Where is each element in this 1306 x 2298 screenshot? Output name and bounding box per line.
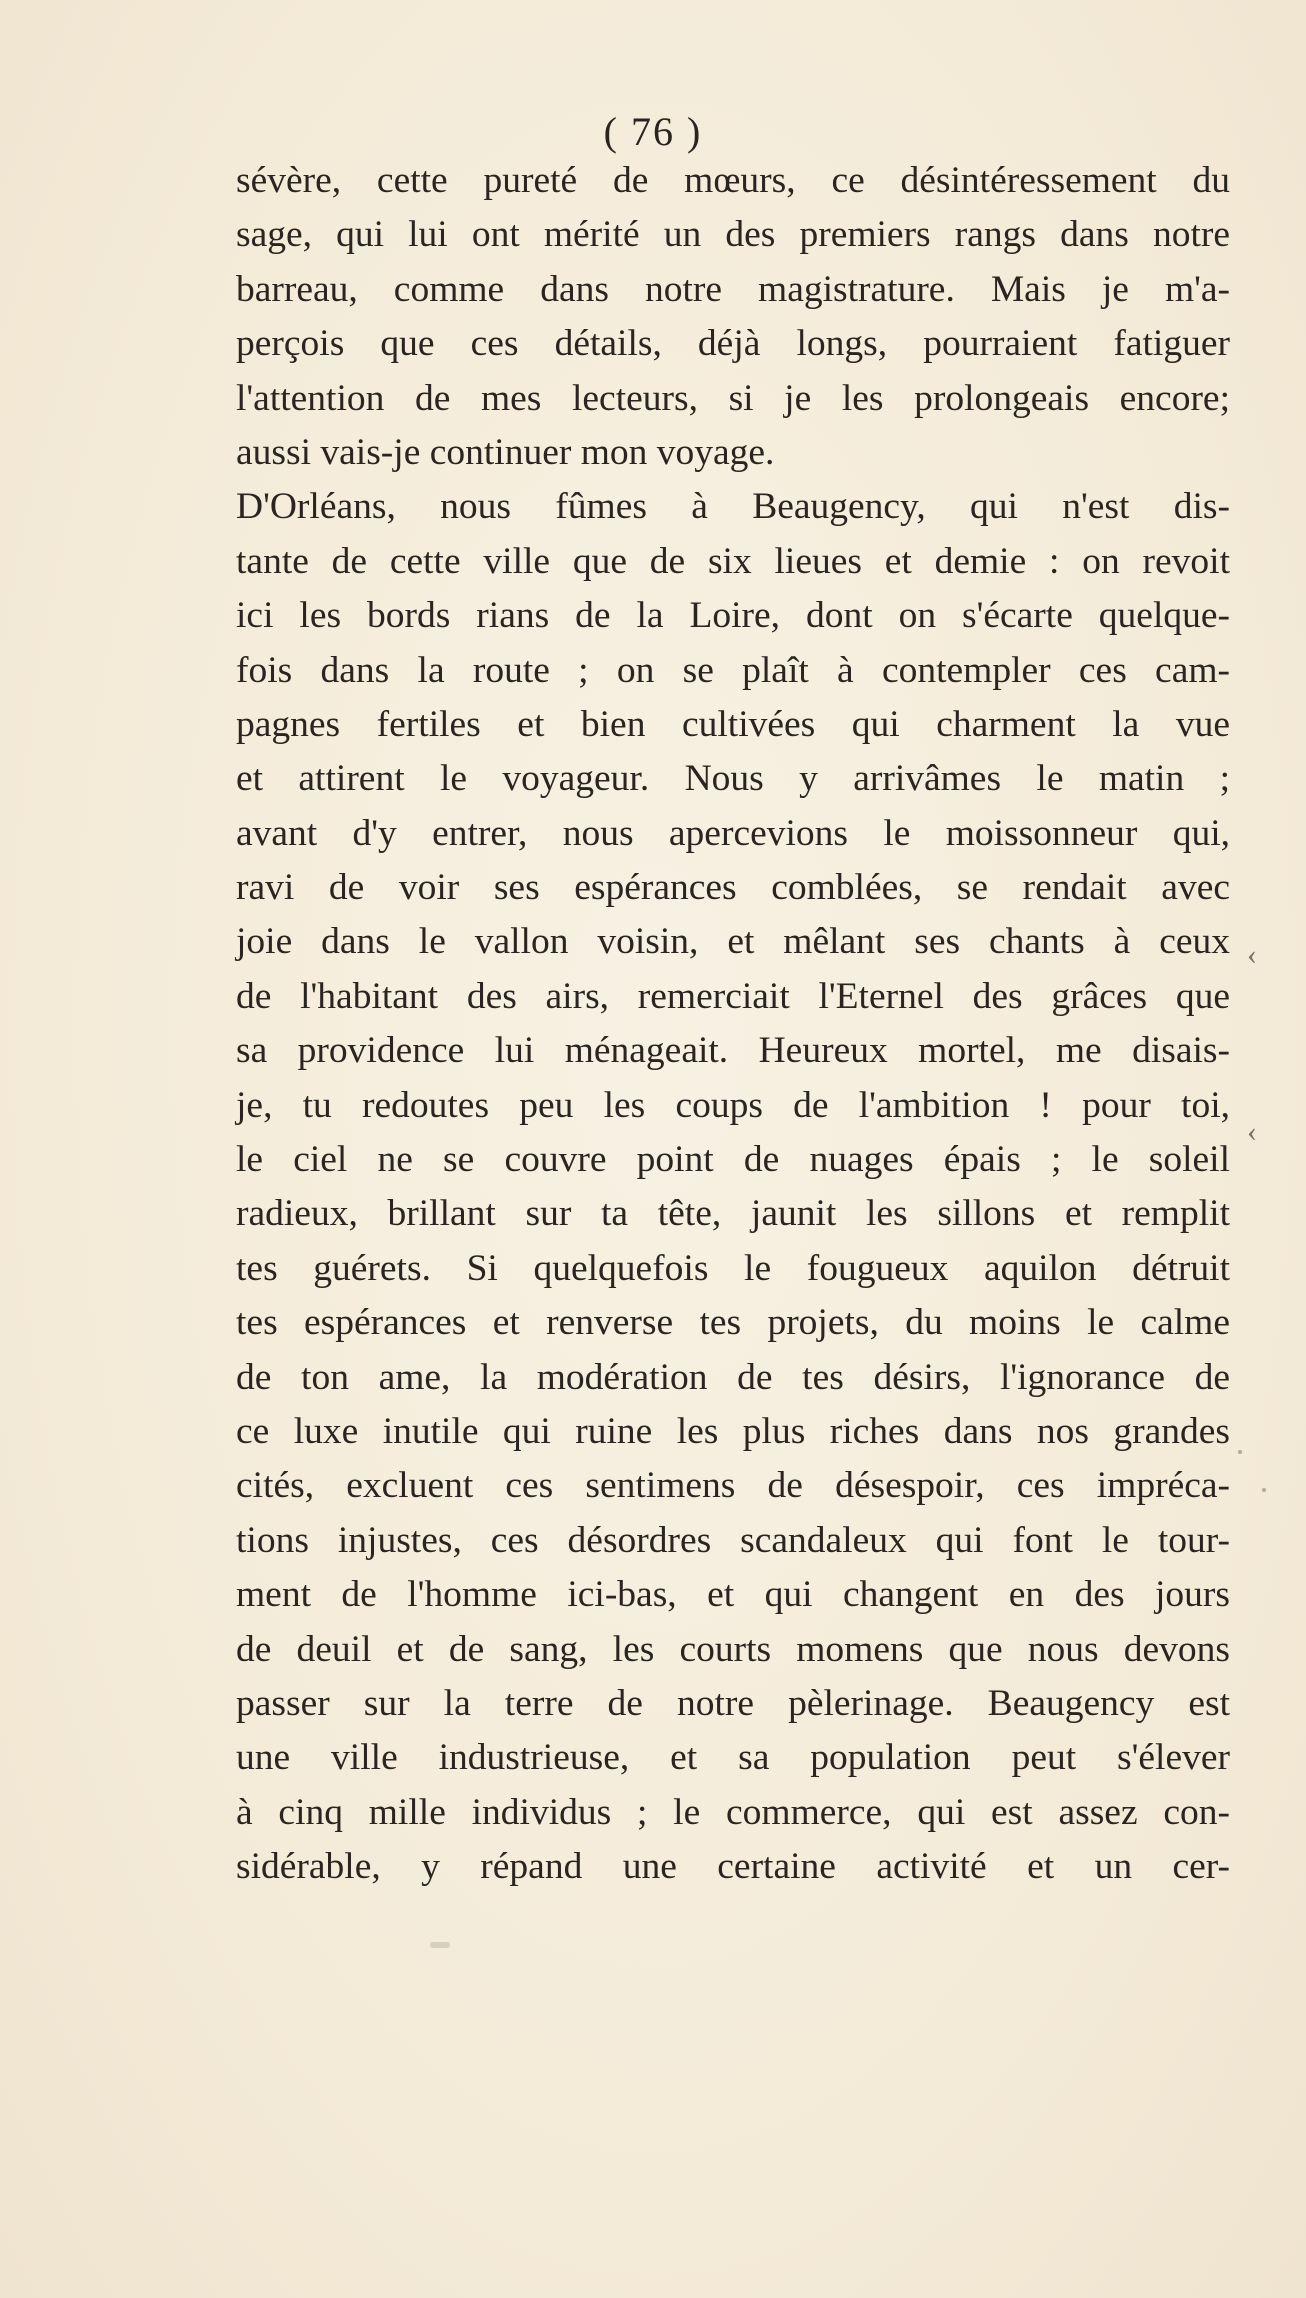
ink-speck bbox=[1238, 1450, 1242, 1454]
text-line: je, tu redoutes peu les coups de l'ambition ! pour toi, bbox=[236, 1084, 1230, 1126]
text-line: à cinq mille individus ; le commerce, qui est assez con- bbox=[236, 1791, 1230, 1833]
text-line: joie dans le vallon voisin, et mêlant ses chants à ceux bbox=[236, 921, 1230, 963]
text-line: avant d'y entrer, nous apercevions le moissonneur qui, bbox=[236, 812, 1230, 854]
text-line: barreau, comme dans notre magistrature. Mais je m'a- bbox=[236, 268, 1230, 310]
page-number: ( 76 ) bbox=[603, 109, 703, 154]
text-line: tante de cette ville que de six lieues et demie : on revoit bbox=[236, 540, 1230, 582]
text-line: tes guérets. Si quelquefois le fougueux aquilon détruit bbox=[236, 1247, 1230, 1289]
text-line: D'Orléans, nous fûmes à Beaugency, qui n'est dis- bbox=[236, 486, 1230, 528]
text-line: fois dans la route ; on se plaît à contempler ces cam- bbox=[236, 649, 1230, 691]
text-line: de ton ame, la modération de tes désirs, l'ignorance de bbox=[236, 1356, 1230, 1398]
text-line: sage, qui lui ont mérité un des premiers rangs dans notre bbox=[236, 214, 1230, 256]
text-line: radieux, brillant sur ta tête, jaunit les sillons et remplit bbox=[236, 1193, 1230, 1235]
text-line: perçois que ces détails, déjà longs, pourraient fatiguer bbox=[236, 323, 1230, 365]
text-line: l'attention de mes lecteurs, si je les prolongeais encore; bbox=[236, 377, 1230, 419]
text-line: tes espérances et renverse tes projets, du moins le calme bbox=[236, 1302, 1230, 1344]
text-line: ce luxe inutile qui ruine les plus riches dans nos grandes bbox=[236, 1410, 1230, 1452]
text-line: ment de l'homme ici-bas, et qui changent en des jours bbox=[236, 1574, 1230, 1616]
margin-mark: ‹ bbox=[1247, 938, 1257, 971]
text-line: et attirent le voyageur. Nous y arrivâmes le matin ; bbox=[236, 758, 1230, 800]
ink-speck bbox=[1262, 1488, 1266, 1492]
margin-mark: ‹ bbox=[1247, 1115, 1257, 1148]
text-line: aussi vais-je continuer mon voyage. bbox=[236, 431, 775, 473]
text-line: une ville industrieuse, et sa population peut s'élever bbox=[236, 1737, 1230, 1779]
text-line: sidérable, y répand une certaine activité et un cer- bbox=[236, 1846, 1230, 1888]
ink-smudge bbox=[430, 1942, 450, 1948]
text-line: pagnes fertiles et bien cultivées qui charment la vue bbox=[236, 703, 1230, 745]
text-line: le ciel ne se couvre point de nuages épais ; le soleil bbox=[236, 1139, 1230, 1181]
text-line: ravi de voir ses espérances comblées, se rendait avec bbox=[236, 867, 1230, 909]
body-text bbox=[236, 154, 1230, 1895]
text-line: passer sur la terre de notre pèlerinage. Beaugency est bbox=[236, 1682, 1230, 1724]
text-line: cités, excluent ces sentimens de désespoir, ces impréca- bbox=[236, 1465, 1230, 1507]
text-line: tions injustes, ces désordres scandaleux qui font le tour- bbox=[236, 1519, 1230, 1561]
text-line: sa providence lui ménageait. Heureux mortel, me disais- bbox=[236, 1030, 1230, 1072]
text-line: sévère, cette pureté de mœurs, ce désintéressement du bbox=[236, 160, 1230, 201]
text-line: ici les bords rians de la Loire, dont on s'écarte quelque- bbox=[236, 595, 1230, 637]
text-line: de l'habitant des airs, remerciait l'Eternel des grâces que bbox=[236, 975, 1230, 1017]
text-line: de deuil et de sang, les courts momens que nous devons bbox=[236, 1628, 1230, 1670]
